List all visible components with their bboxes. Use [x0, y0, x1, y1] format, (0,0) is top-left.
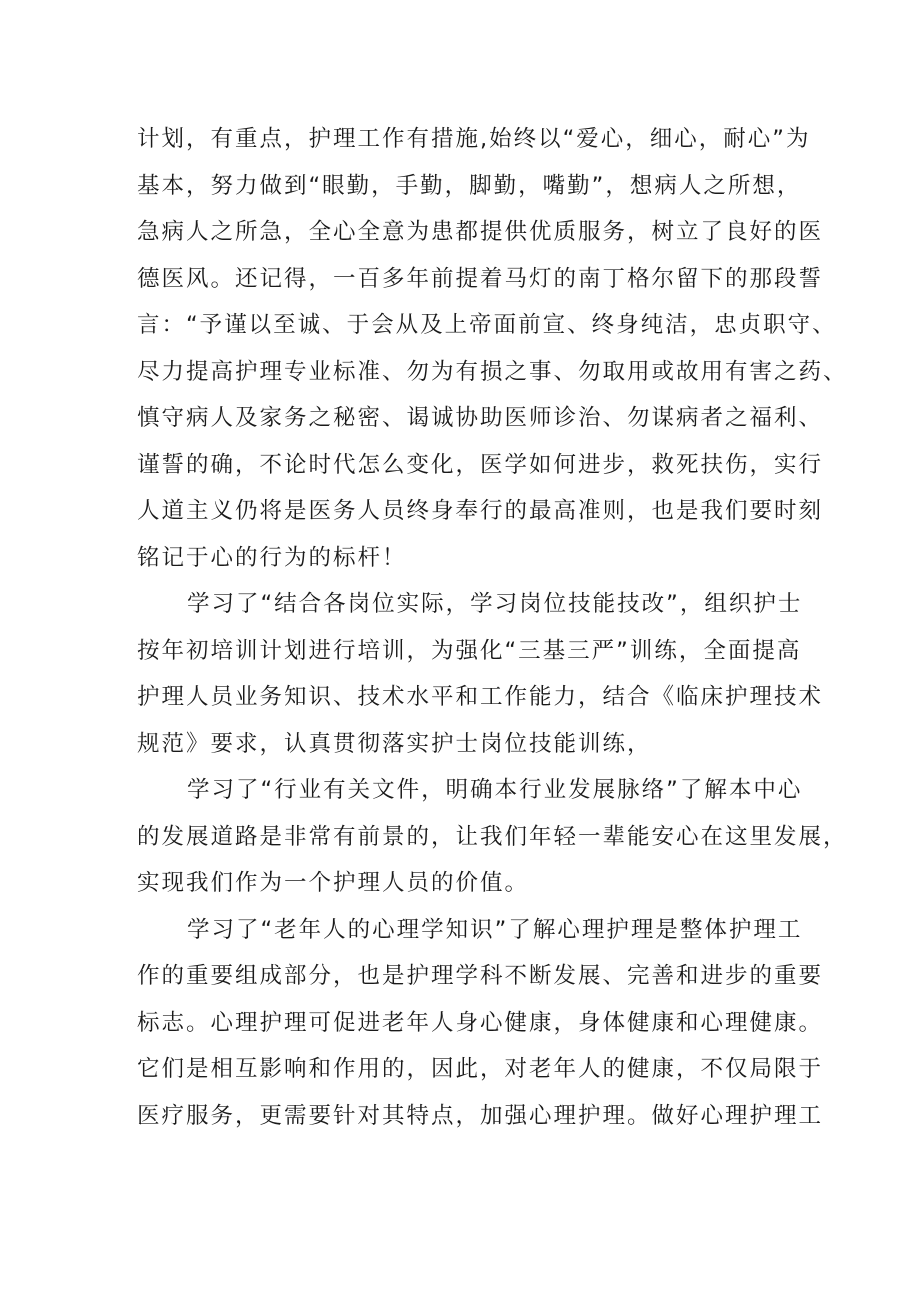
text-line: 按年初培训计划进行培训，为强化“三基三严”训练，全面提高 [137, 637, 802, 664]
text-line: 它们是相互影响和作用的，因此，对老年人的健康，不仅局限于 [137, 1056, 824, 1082]
text-line: 作的重要组成部分，也是护理学科不断发展、完善和进步的重要 [137, 963, 824, 989]
text-line: 急病人之所急，全心全意为患都提供优质服务，树立了良好的医 [137, 219, 824, 245]
text-line: 基本，努力做到“眼勤，手勤，脚勤，嘴勤”，想病人之所想， [137, 172, 802, 199]
text-line: 规范》要求，认真贯彻落实护士岗位技能训练， [137, 730, 652, 757]
text-line: 人道主义仍将是医务人员终身奉行的最高准则，也是我们要时刻 [137, 498, 824, 524]
paragraph-start-line: 学习了“行业有关文件，明确本行业发展脉络”了解本中心 [187, 777, 803, 803]
text-line: 护理人员业务知识、技术水平和工作能力，结合《临床护理技术 [137, 684, 824, 710]
text-line: 的发展道路是非常有前景的，让我们年轻一辈能安心在这里发展， [137, 823, 848, 850]
text-line: 慎守病人及家务之秘密、谒诚协助医师诊治、勿谋病者之福利、 [137, 405, 824, 431]
text-line: 言：“予谨以至诚、于会从及上帝面前宣、终身纯洁，忠贞职守、 [137, 312, 837, 338]
text-line: 铭记于心的行为的标杆！ [137, 544, 407, 571]
text-line: 标志。心理护理可促进老年人身心健康，身体健康和心理健康。 [137, 1009, 824, 1036]
paragraph-start-line: 学习了“老年人的心理学知识”了解心理护理是整体护理工 [187, 916, 803, 943]
text-line: 实现我们作为一个护理人员的价值。 [137, 870, 530, 896]
text-line: 德医风。还记得，一百多年前提着马灯的南丁格尔留下的那段誓 [137, 265, 824, 292]
text-line: 谨誓的确，不论时代怎么变化，医学如何进步，救死扶伤，实行 [137, 451, 824, 478]
document-body [137, 116, 848, 1139]
text-line: 尽力提高护理专业标准、勿为有损之事、勿取用或故用有害之药、 [137, 358, 848, 385]
paragraph-start-line: 学习了“结合各岗位实际，学习岗位技能技改”，组织护士 [187, 591, 803, 617]
text-line: 医疗服务，更需要针对其特点，加强心理护理。做好心理护理工 [137, 1102, 824, 1129]
text-line: 计划，有重点，护理工作有措施,始终以“爱心，细心，耐心”为 [137, 126, 811, 152]
